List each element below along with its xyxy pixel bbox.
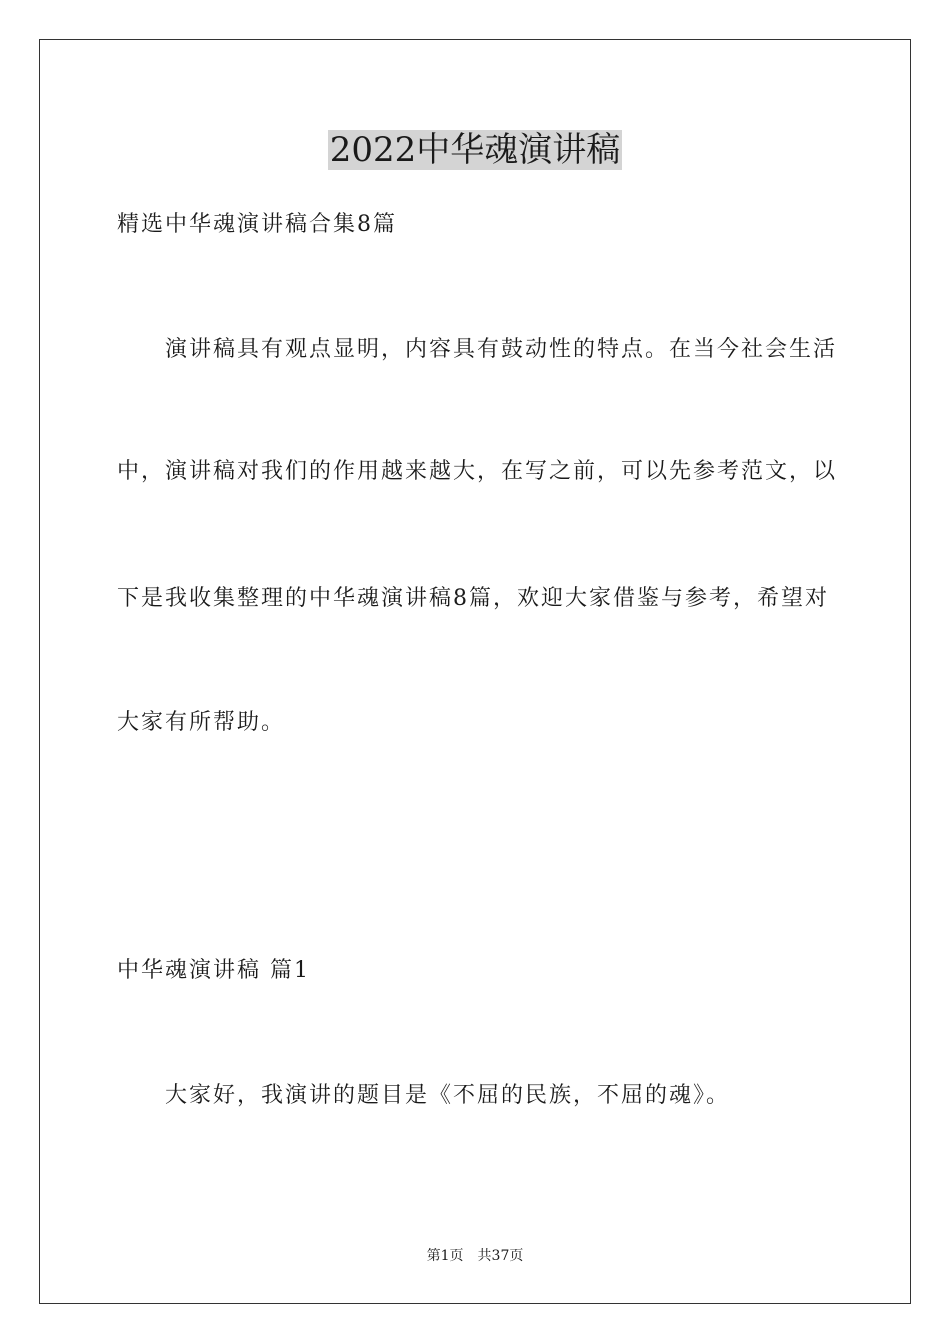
- page-number-footer: 第1页 共37页: [426, 1248, 524, 1264]
- intro-line-1: 演讲稿具有观点显明，内容具有鼓动性的特点。在当今社会生活: [165, 337, 838, 362]
- section-heading: 中华魂演讲稿 篇1: [117, 958, 310, 983]
- intro-line-2: 中，演讲稿对我们的作用越来越大，在写之前，可以先参考范文，以: [117, 459, 838, 484]
- intro-line-3: 下是我收集整理的中华魂演讲稿8篇，欢迎大家借鉴与参考，希望对: [117, 586, 829, 611]
- document-title-text: 2022中华魂演讲稿: [329, 130, 621, 170]
- document-title: [0, 128, 950, 172]
- section-first-line: 大家好，我演讲的题目是《不屈的民族，不屈的魂》。: [165, 1083, 731, 1108]
- document-subtitle: 精选中华魂演讲稿合集8篇: [117, 212, 397, 237]
- intro-line-4: 大家有所帮助。: [117, 710, 286, 735]
